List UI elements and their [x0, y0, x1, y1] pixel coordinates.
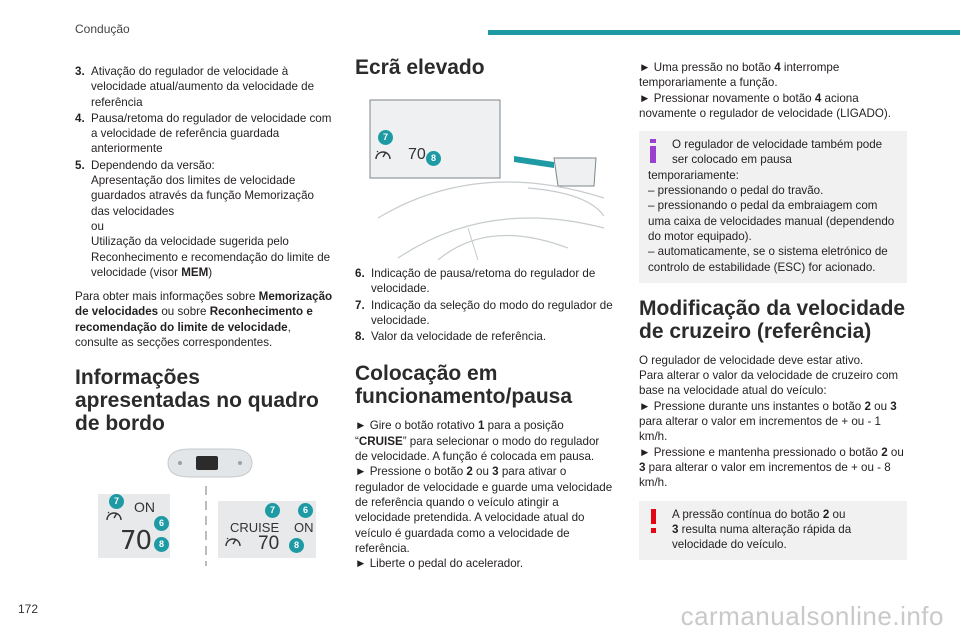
section-header: Condução — [75, 22, 130, 36]
list-item: 8. Valor da velocidade de referência. — [355, 330, 547, 344]
instruction-paragraph: ► Pressionar novamente o botão 4 aciona novamente o regulador de velocidade (LIGADO). — [639, 91, 891, 120]
speedometer-icon — [373, 145, 393, 165]
speedometer-icon — [222, 532, 244, 552]
list-item: 3. Ativação do regulador de velocidade à velocidade atual/aumento da velocidade de referência — [75, 65, 315, 109]
list-item: 4. Pausa/retoma do regulador de velocidade com a velocidade de referência guardada anteriormente — [75, 111, 332, 156]
list-item: 7. Indicação da seleção do modo do regulador de velocidade. — [355, 298, 613, 327]
feature-list — [75, 64, 333, 280]
callout-7: 7 — [265, 503, 280, 518]
section-heading-modify-speed: Modificação da velocidade de cruzeiro (referência) — [639, 296, 906, 343]
list-item: 6. Indicação de pausa/retoma do regulador de velocidade. — [355, 267, 596, 296]
instruction-paragraph: ► Uma pressão no botão 4 interrompe temporariamente a função. — [639, 61, 840, 90]
cruise-control-knob-illustration — [160, 445, 260, 481]
cruise-label: CRUISE — [230, 520, 280, 535]
header-accent-bar — [488, 30, 960, 35]
warning-box: A pressão contínua do botão 2 ou 3 resulta numa alteração rápida da velocidade do veículo. — [639, 501, 907, 561]
warning-icon — [650, 509, 658, 533]
info-box: O regulador de velocidade também pode ser colocado em pausa temporariamente: – pressionando o pedal do travão. – pressionando o pedal da embraiagem com uma caixa de velocidades manual (dependendo do motor equipado). – automaticamente, se o sistema eletrónico de controlo de estabilidade (ESC) for acionado. — [639, 131, 907, 283]
callout-6: 6 — [298, 503, 313, 518]
body-paragraph: O regulador de velocidade deve estar ativo. — [639, 353, 864, 367]
callout-8: 8 — [426, 151, 441, 166]
column-2 — [355, 56, 615, 89]
body-paragraph: Para alterar o valor da velocidade de cruzeiro com base na velocidade atual do veículo: — [639, 369, 899, 398]
speed-value: 70 — [258, 533, 280, 554]
callout-7: 7 — [378, 130, 393, 145]
section-heading-start-pause: Colocação em funcionamento/pausa — [355, 362, 573, 409]
section-heading-dashboard: Informações apresentadas no quadro de bordo — [75, 366, 319, 436]
legend-list — [355, 266, 615, 344]
instruction-paragraph: ► Pressione durante uns instantes o botão 2 ou 3 para alterar o valor em incrementos de + ou - 1 km/h. — [639, 399, 897, 444]
page-number: 172 — [18, 602, 39, 616]
instruction-paragraph: ► Gire o botão rotativo 1 para a posição “CRUISE” para selecionar o modo do regulador de velocidade. A função é colocada em pausa. — [355, 419, 600, 464]
info-icon — [649, 139, 657, 163]
column-2-text — [355, 266, 615, 571]
status-on-label: ON — [294, 520, 314, 535]
hud-speed-value: 70 — [408, 146, 426, 163]
callout-7: 7 — [109, 494, 124, 509]
speedometer-icon — [104, 506, 124, 526]
watermark: carmanualsonline.info — [680, 601, 944, 631]
list-item: 5. Dependendo da versão: Apresentação dos limites de velocidade guardados através da função Memorização das velocidades ou Utilização da velocidade sugerida pelo Reconhecimento e recomendação do limite de velocidade (visor MEM) — [75, 158, 331, 279]
section-heading-hud: Ecrã elevado — [355, 56, 485, 79]
divider — [205, 486, 207, 566]
head-up-display-illustration — [368, 98, 604, 260]
speed-value: 70 — [120, 526, 152, 556]
callout-6: 6 — [154, 516, 169, 531]
callout-8: 8 — [154, 537, 169, 552]
status-on-label: ON — [134, 499, 155, 515]
instruction-paragraph: ► Pressione o botão 2 ou 3 para ativar o regulador de velocidade e guarde uma velocidade de referência quando o veículo atingir a velocidade pretendida. A velocidade atual do veículo é guardada como a velocidade de referência. — [355, 465, 613, 555]
column-3 — [639, 60, 907, 560]
reference-paragraph: Para obter mais informações sobre Memorização de velocidades ou sobre Reconhecimento e recomendação do limite de velocidade, consulte as secções correspondentes. — [75, 290, 333, 350]
instruction-paragraph: ► Liberte o pedal do acelerador. — [355, 557, 524, 571]
callout-8: 8 — [289, 538, 304, 553]
instruction-paragraph: ► Pressione e mantenha pressionado o botão 2 ou 3 para alterar o valor em incrementos de + ou - 8 km/h. — [639, 445, 904, 490]
column-1 — [75, 64, 333, 445]
